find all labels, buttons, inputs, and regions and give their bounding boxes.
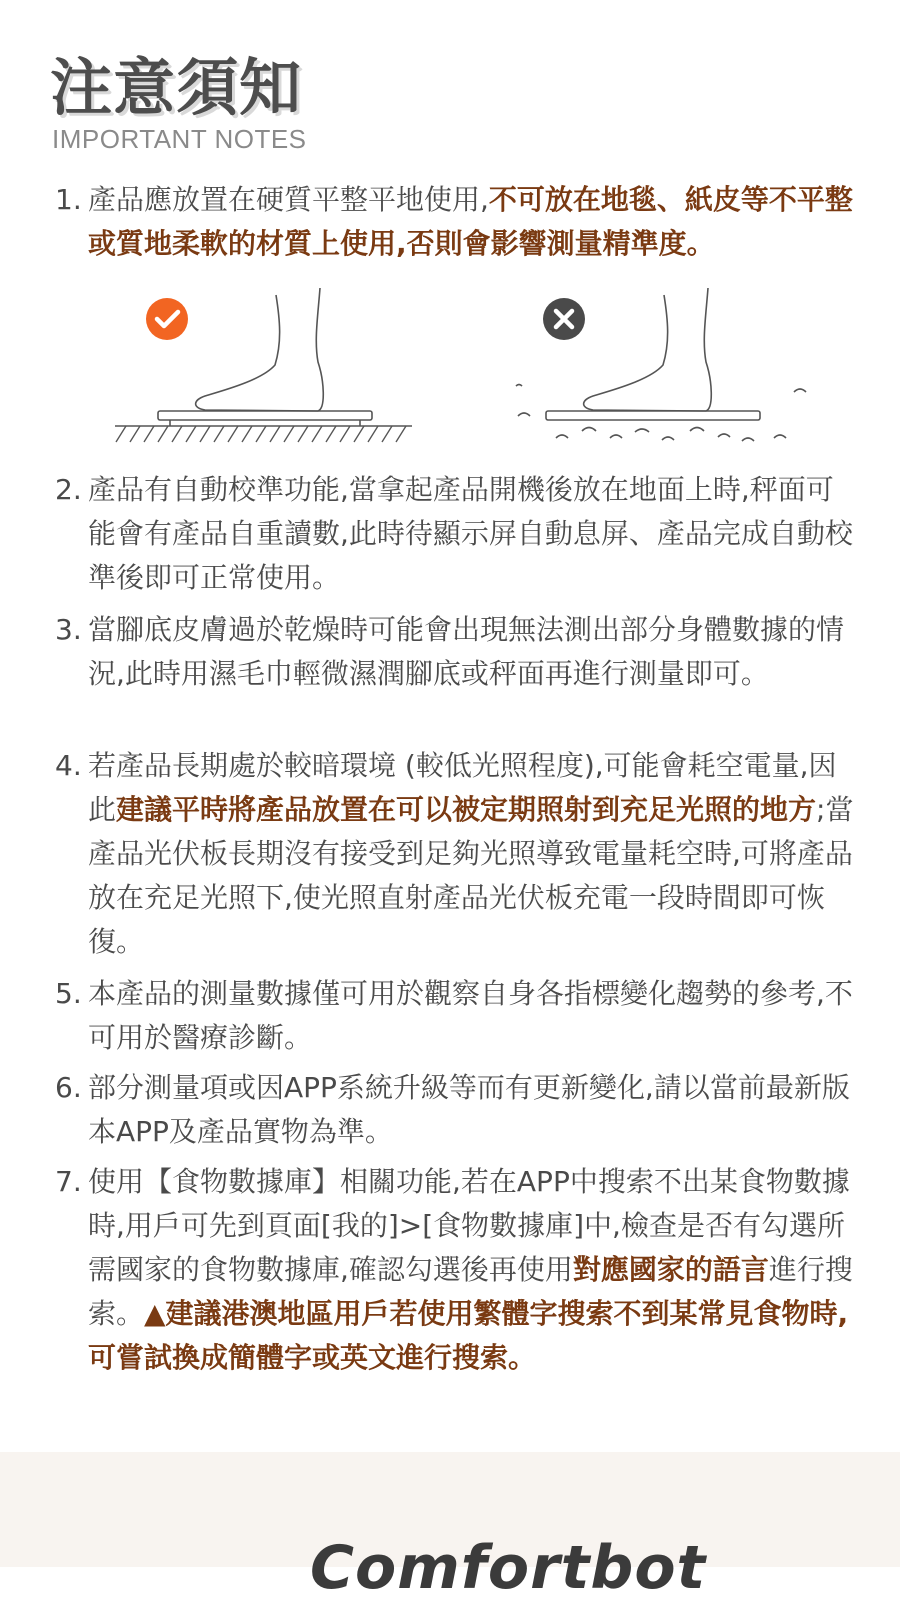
page-title: 注意須知 (50, 51, 303, 124)
note-text: 當腳底皮膚過於乾燥時可能會出現無法測出部分身體數據的情況,此時用濕毛巾輕微濕潤腳底或秤面再進行測量即可。 (88, 613, 845, 690)
note-number: 3. (55, 613, 82, 646)
note-number: 1. (55, 183, 82, 216)
note-highlight: 建議平時將產品放置在可以被定期照射到充足光照的地方 (116, 793, 817, 826)
note-text-segment: 產品應放置在硬質平整平地使用, (88, 183, 489, 216)
note-text (88, 744, 858, 964)
hard-floor-hatching (116, 426, 406, 442)
note-number: 2. (55, 473, 82, 506)
note-text-segment: 進行搜索。 (88, 1253, 853, 1330)
note-item-4 (0, 744, 900, 966)
page-subtitle: IMPORTANT NOTES (52, 124, 307, 154)
note-text-segment: 若產品長期處於較暗環境 (較低光照程度),可能會耗空電量,因此 (88, 749, 837, 826)
note-text-segment: ;當產品光伏板長期沒有接受到足夠光照導致電量耗空時,可將產品放在充足光照下,使光照直射產品光伏板充電一段時間即可恢復。 (88, 793, 854, 958)
check-circle-icon (146, 298, 188, 340)
note-highlight: ▲建議港澳地區用戶若使用繁體字搜索不到某常見食物時,可嘗試換成簡體字或英文進行搜索。 (88, 1297, 849, 1374)
note-number: 7. (55, 1165, 82, 1198)
note-item-5 (0, 972, 900, 1060)
note-highlight: 對應國家的語言 (572, 1253, 769, 1286)
note-text: 本產品的測量數據僅可用於觀察自身各指標變化趨勢的參考,不可用於醫療診斷。 (88, 977, 853, 1054)
placement-illustration (0, 280, 900, 450)
note-item-1 (0, 178, 900, 268)
note-number: 5. (55, 977, 82, 1010)
note-text: 產品有自動校準功能,當拿起產品開機後放在地面上時,秤面可能會有產品自重讀數,此時待顯示屏自動息屏、產品完成自動校準後即可正常使用。 (88, 473, 853, 594)
note-item-6 (0, 1066, 900, 1154)
note-number: 4. (55, 749, 82, 782)
note-text (88, 178, 858, 266)
note-item-2 (0, 468, 900, 600)
note-item-3 (0, 608, 900, 740)
note-highlight: 不可放在地毯、紙皮等不平整或質地柔軟的材質上使用,否則會影響測量精準度。 (88, 183, 853, 260)
note-text (88, 1160, 858, 1380)
x-circle-icon (543, 298, 585, 340)
note-text: 部分測量項或因APP系統升級等而有更新變化,請以當前最新版本APP及產品實物為準。 (88, 1071, 850, 1148)
note-item-7 (0, 1160, 900, 1382)
note-number: 6. (55, 1071, 82, 1104)
note-text-segment: 使用【食物數據庫】相關功能,若在APP中搜索不出某食物數據時,用戶可先到頁面[我的]>[食物數據庫]中,檢查是否有勾選所需國家的食物數據庫,確認勾選後再使用 (88, 1165, 850, 1286)
placement-illustration-svg (0, 280, 900, 450)
brand-logo-text: Comfortbot (310, 1533, 707, 1603)
